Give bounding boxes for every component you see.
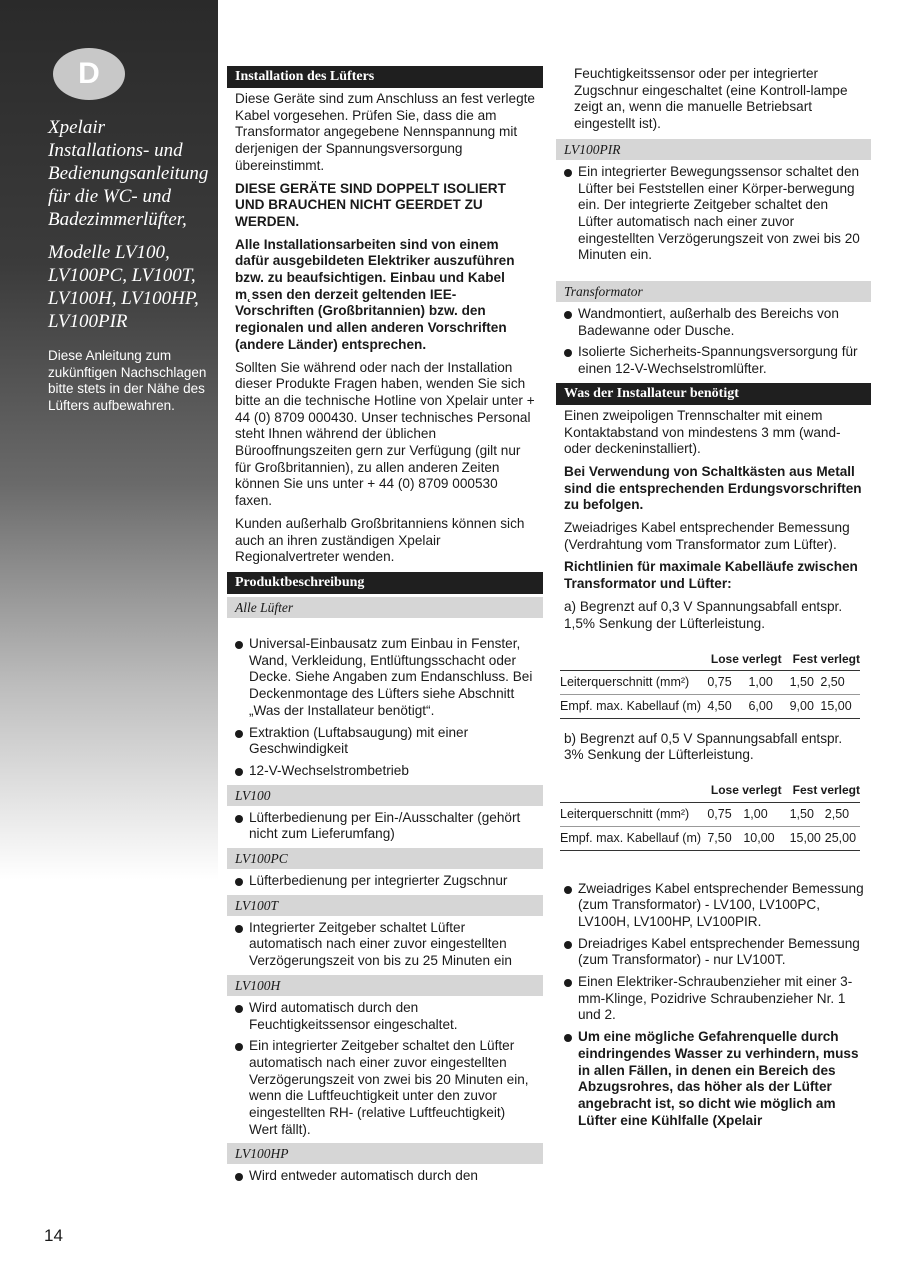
table-cell: 1,50 bbox=[790, 671, 821, 695]
list-item: Wird entweder automatisch durch den bbox=[249, 1168, 537, 1185]
subheading-lv100pc: LV100PC bbox=[227, 848, 543, 869]
title-line: Installations- und bbox=[48, 140, 183, 161]
table-cell: 1,00 bbox=[743, 803, 789, 827]
table-cell: 10,00 bbox=[743, 826, 789, 850]
subheading-lv100: LV100 bbox=[227, 785, 543, 806]
manual-title bbox=[48, 116, 218, 333]
list-item: Ein integrierter Zeitgeber schaltet den Lüfter automatisch nach einer zuvor eingestellten Verzögerungszeit von zwei bis 20 Minuten ein, wenn die Luftfeuchtigkeit unter den zuvor eingestellten RH- (relative Luftfeuchtigkeit) Wert fällt). bbox=[249, 1038, 537, 1138]
column-left bbox=[227, 66, 543, 1190]
list-item: Zweiadriges Kabel entsprechender Bemessung (zum Transformator) - LV100, LV100PC, LV100H, LV100HP, LV100PIR. bbox=[578, 880, 864, 929]
paragraph: Kunden außerhalb Großbritanniens können sich auch an ihren zuständigen Xpelair Regionalvertreter wenden. bbox=[235, 515, 525, 565]
warning-list-item: Um eine mögliche Gefahrenquelle durch eindringendes Wasser zu verhindern, muss in allen Fällen, in denen ein Bereich des Abzugsrohres, das höher als der Lüfter angebracht ist, so dicht wie möglich am Lüfter eine Kühlfalle (Xpelair bbox=[578, 1029, 865, 1129]
table-cell: 1,50 bbox=[790, 803, 825, 827]
table-row bbox=[560, 671, 860, 695]
list-item: Universal-Einbausatz zum Einbau in Fenster, Wand, Verkleidung, Entlüftungsschacht oder Decke. Siehe Angaben zum Endanschluss. Bei Deckenmontage des Lüfters siehe Abschnitt „Was der Installateur benötigt“. bbox=[249, 636, 537, 720]
table-cell: 7,50 bbox=[707, 826, 743, 850]
subheading-lv100hp: LV100HP bbox=[227, 1143, 543, 1164]
list-item: Lüfterbedienung per Ein-/Ausschalter (gehört nicht zum Lieferumfang) bbox=[249, 810, 537, 843]
list-item: Isolierte Sicherheits-Spannungsversorgung für einen 12-V-Wechselstromlüfter. bbox=[578, 344, 865, 377]
paragraph-continued: Feuchtigkeitssensor oder per integrierter Zugschnur eingeschaltet (eine Kontroll-lampe zeigt an, wenn die manuelle Betriebsart eingestellt ist). bbox=[574, 66, 848, 132]
list-item: Ein integrierter Bewegungssensor schaltet den Lüfter bei Feststellen einer Körper-berwegung ein. Der integrierte Zeitgeber schaltet den Lüfter automatisch nach einer zuvor eingestellten Verzögerungszeit von zwei bis 20 Minuten ein. bbox=[578, 164, 865, 264]
paragraph-bold: Richtlinien für maximale Kabelläufe zwischen Transformator und Lüfter: bbox=[564, 559, 858, 592]
list-item: Dreiadriges Kabel entsprechender Bemessung (zum Transformator) - nur LV100T. bbox=[578, 936, 865, 969]
list-item: Lüfterbedienung per integrierter Zugschnur bbox=[249, 873, 537, 890]
table-cell: 2,50 bbox=[820, 671, 860, 695]
list-item: 12-V-Wechselstrombetrieb bbox=[249, 763, 537, 780]
table-cell: 15,00 bbox=[790, 826, 825, 850]
model-line: LV100PIR bbox=[48, 311, 128, 332]
header-loose: Lose verlegt bbox=[710, 651, 782, 666]
table-header-row bbox=[560, 770, 860, 803]
header-loose: Lose verlegt bbox=[710, 783, 782, 798]
row-label: Empf. max. Kabellauf (m) bbox=[560, 826, 707, 850]
table-cell: 6,00 bbox=[748, 694, 789, 718]
paragraph: Diese Geräte sind zum Anschluss an fest verlegte Kabel vorgesehen. Prüfen Sie, dass die am Transformator angegebene Nennspannung mit derjenigen der Spannungsversorgung übereinstimmt. bbox=[235, 91, 535, 173]
table-cell: 0,75 bbox=[707, 671, 748, 695]
sidebar-note: Diese Anleitung zum zukünftigen Nachschlagen bitte stets in der Nähe des Lüfters aufbewahren. bbox=[48, 348, 207, 413]
paragraph: b) Begrenzt auf 0,5 V Spannungsabfall entspr. 3% Senkung der Lüfterleistung. bbox=[564, 730, 843, 763]
row-label: Empf. max. Kabellauf (m) bbox=[560, 694, 707, 718]
column-right bbox=[556, 66, 871, 1134]
table-header-row bbox=[560, 638, 860, 671]
table-row bbox=[560, 826, 860, 850]
table-cell: 1,00 bbox=[748, 671, 789, 695]
table-cell: 15,00 bbox=[820, 694, 860, 718]
model-line: LV100H, LV100HP, bbox=[48, 288, 199, 309]
language-badge: D bbox=[53, 48, 125, 100]
page-number: 14 bbox=[44, 1226, 63, 1245]
paragraph: Einen zweipoligen Trennschalter mit einem Kontaktabstand von mindestens 3 mm (wand- oder deckeninstalliert). bbox=[564, 407, 841, 457]
warning-paragraph: Alle Installationsarbeiten sind von einem dafür ausgebildeten Elektriker auszuführen bzw. zu beaufsichtigen. Einbau und Kabel m˛ssen den derzeit geltenden IEE-Vorschriften (Großbritannien) bzw. den regionalen und allen anderen Vorschriften (andere Länder) entsprechen. bbox=[235, 236, 515, 352]
section-heading-installation: Installation des Lüfters bbox=[227, 66, 543, 88]
table-cell: 0,75 bbox=[707, 803, 743, 827]
paragraph: Sollten Sie während oder nach der Installation dieser Produkte Fragen haben, wenden Sie sich bitte an die technische Hotline von Xpelair unter + 44 (0) 8709 000430. Unser technisches Personal steht Ihnen während der üblichen Bürooffnungszeiten gern zur Verfügung (gilt nur für Großbritannien), zu allen anderen Zeiten können Sie uns unter + 44 (0) 8709 000530 faxen. bbox=[235, 359, 535, 509]
list-item: Wird automatisch durch den Feuchtigkeitssensor eingeschaltet. bbox=[249, 1000, 537, 1033]
title-line: Bedienungsanleitung bbox=[48, 163, 209, 184]
list-item: Einen Elektriker-Schraubenzieher mit einer 3-mm-Klinge, Pozidrive Schraubenzieher Nr. 1 und 2. bbox=[578, 974, 865, 1024]
row-label: Leiterquerschnitt (mm²) bbox=[560, 671, 707, 695]
table-row bbox=[560, 694, 860, 718]
paragraph: Zweiadriges Kabel entsprechender Bemessung (Verdrahtung vom Transformator zum Lüfter). bbox=[564, 520, 850, 552]
model-line: Modelle LV100, bbox=[48, 242, 170, 263]
subheading-transformer: Transformator bbox=[556, 281, 871, 302]
header-fixed: Fest verlegt bbox=[792, 651, 860, 666]
list-item: Wandmontiert, außerhalb des Bereichs von Badewanne oder Dusche. bbox=[578, 306, 865, 339]
table-cell: 4,50 bbox=[707, 694, 748, 718]
row-label: Leiterquerschnitt (mm²) bbox=[560, 803, 707, 827]
list-item: Integrierter Zeitgeber schaltet Lüfter automatisch nach einer zuvor eingestellten Verzögerungszeit von bis zu 25 Minuten ein bbox=[249, 920, 537, 970]
paragraph: a) Begrenzt auf 0,3 V Spannungsabfall entspr. 1,5% Senkung der Lüfterleistung. bbox=[564, 598, 843, 631]
cable-table-b bbox=[560, 770, 860, 850]
table-cell: 2,50 bbox=[825, 803, 860, 827]
list-item: Extraktion (Luftabsaugung) mit einer Geschwindigkeit bbox=[249, 725, 537, 758]
title-line: Badezimmerlüfter, bbox=[48, 209, 187, 230]
header-fixed: Fest verlegt bbox=[792, 783, 860, 798]
section-heading-product: Produktbeschreibung bbox=[227, 572, 543, 594]
table-row bbox=[560, 803, 860, 827]
section-heading-installer: Was der Installateur benötigt bbox=[556, 383, 871, 405]
model-line: LV100PC, LV100T, bbox=[48, 265, 196, 286]
cable-table-a bbox=[560, 638, 860, 718]
table-cell: 25,00 bbox=[825, 826, 860, 850]
title-line: Xpelair bbox=[48, 117, 105, 138]
title-line: für die WC- und bbox=[48, 186, 171, 207]
subheading-lv100h: LV100H bbox=[227, 975, 543, 996]
warning-paragraph: DIESE GERÄTE SIND DOPPELT ISOLIERT UND BRAUCHEN NICHT GEERDET ZU WERDEN. bbox=[235, 180, 506, 229]
subheading-lv100pir: LV100PIR bbox=[556, 139, 871, 160]
subheading-lv100t: LV100T bbox=[227, 895, 543, 916]
subheading-all-fans: Alle Lüfter bbox=[227, 597, 543, 618]
warning-paragraph: Bei Verwendung von Schaltkästen aus Metall sind die entsprechenden Erdungsvorschriften zu befolgen. bbox=[564, 463, 862, 513]
table-cell: 9,00 bbox=[790, 694, 821, 718]
